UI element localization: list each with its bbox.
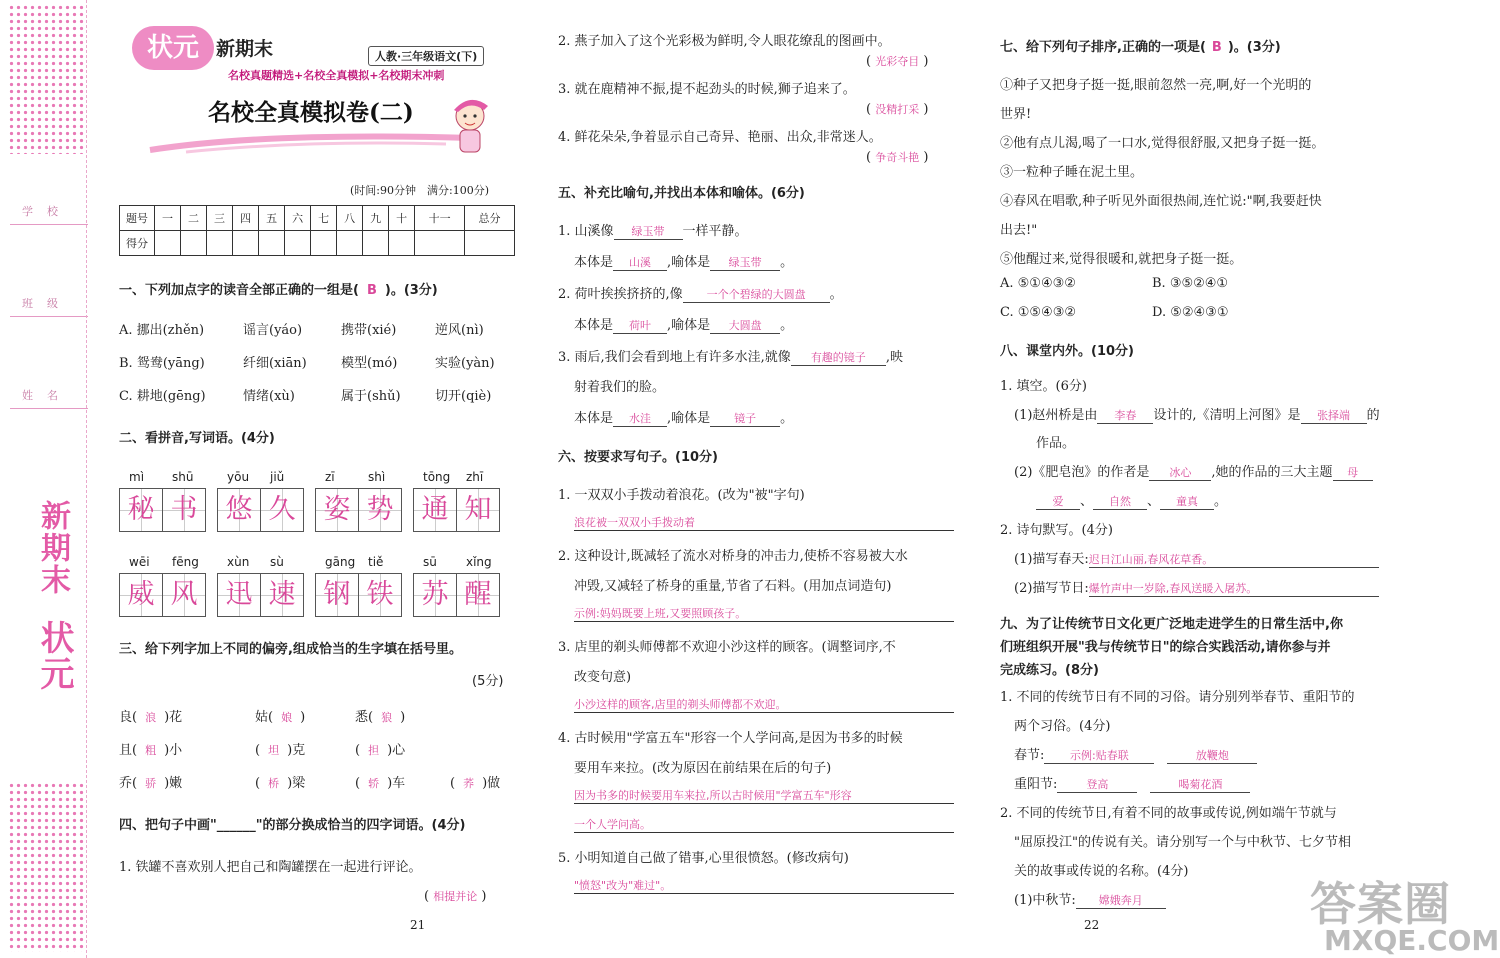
score-cell: 得分 <box>120 231 155 256</box>
char-fill: ( 桥 )梁 <box>255 776 306 791</box>
section-9-line: 九、为了让传统节日文化更广泛地走进学生的日常生活中,你 <box>1000 617 1343 632</box>
score-header-cell: 七 <box>311 206 337 231</box>
simile-question: 3. 雨后,我们会看到地上有许多水洼,就像 有趣的镜子 ,映 <box>558 350 903 365</box>
char-box <box>217 488 261 532</box>
s8-fill-1-cont: 作品。 <box>1036 436 1076 451</box>
watermark-url: MXQE.COM <box>1324 924 1500 957</box>
score-cell[interactable] <box>207 231 233 256</box>
order-option: B. ③⑤②④① <box>1152 276 1229 291</box>
score-cell[interactable] <box>285 231 311 256</box>
score-cell[interactable] <box>311 231 337 256</box>
char-box <box>217 573 261 617</box>
sentence-line: ④春风在唱歌,种子听见外面很热闹,连忙说:"啊,我要赶快 <box>1000 194 1322 209</box>
order-option: A. ⑤①④③② <box>1000 276 1076 291</box>
sentence-line: ③一粒种子睡在泥土里。 <box>1000 165 1144 180</box>
char-box <box>315 573 359 617</box>
decorative-dots-top <box>8 4 86 154</box>
score-header-cell: 总分 <box>465 206 515 231</box>
char-fill: ( 荞 )做 <box>450 776 501 791</box>
s9-q1-line: 1. 不同的传统节日有不同的习俗。请分别列举春节、重阳节的 <box>1000 690 1355 705</box>
char-fill: 悉( 狼 ) <box>355 710 406 725</box>
s9-q2-line: "屈原投江"的传说有关。请分别写一个与中秋节、七夕节相 <box>1014 835 1351 850</box>
char-box <box>119 573 163 617</box>
char-box <box>162 488 206 532</box>
score-header-cell: 十一 <box>415 206 465 231</box>
pinyin: yōu <box>227 470 250 484</box>
sidebar-title: 新期末 <box>35 500 70 596</box>
hanzi: 铁 <box>366 579 394 610</box>
char-box <box>358 488 402 532</box>
option-item: B. 鸳鸯(yāng) <box>119 356 205 371</box>
sentence-line: ②他有点儿渴,喝了一口水,觉得很舒服,又把身子挺一挺。 <box>1000 136 1325 151</box>
char-box <box>315 488 359 532</box>
score-header-cell: 题号 <box>120 206 155 231</box>
watermark-logo: 答案圈 <box>1310 877 1451 931</box>
pinyin: xǐng <box>466 555 492 569</box>
char-fill: ( 坦 )克 <box>255 743 306 758</box>
pinyin: zhī <box>466 470 484 484</box>
order-option: C. ①⑤④③② <box>1000 305 1077 320</box>
char-box <box>456 573 500 617</box>
s4-q1: 1. 铁罐不喜欢别人把自己和陶罐摆在一起进行评论。 <box>119 860 422 875</box>
rewrite-answer: 因为书多的时候要用车来拉,所以古时候用"学富五车"形容 <box>574 787 954 804</box>
score-cell[interactable] <box>363 231 389 256</box>
pinyin: sū <box>423 555 437 569</box>
hanzi: 通 <box>421 494 449 525</box>
s9-q2-line: 2. 不同的传统节日,有着不同的故事或传说,例如端午节就与 <box>1000 806 1337 821</box>
char-box <box>162 573 206 617</box>
hanzi: 钢 <box>323 579 351 610</box>
s4-q2: 2. 燕子加入了这个光彩极为鲜明,令人眼花缭乱的图画中。 <box>558 34 891 49</box>
s8-q1: 1. 填空。(6分) <box>1000 379 1087 394</box>
s9-midautumn: (1)中秋节: 嫦娥奔月 <box>1014 889 1166 909</box>
option-item: 纤细(xiān) <box>243 356 307 371</box>
section-2-title: 二、看拼音,写词语。(4分) <box>119 431 275 446</box>
pinyin: jiǔ <box>270 470 285 484</box>
hanzi: 势 <box>366 494 394 525</box>
rewrite-question: 1. 一双双小手拨动着浪花。(改为"被"字句) <box>558 488 805 503</box>
section-1-answer: B <box>366 283 377 298</box>
score-header-cell: 十 <box>389 206 415 231</box>
rewrite-question-cont: 要用车来拉。(改为原因在前结果在后的句子) <box>574 761 832 776</box>
sentence-line: 出去!" <box>1000 223 1038 238</box>
sentence-line: ①种子又把身子挺一挺,眼前忽然一亮,啊,好一个光明的 <box>1000 78 1312 93</box>
rewrite-question-cont: 冲毁,又减轻了桥身的重量,节省了石料。(用加点词造句) <box>574 579 892 594</box>
pinyin: sù <box>270 555 284 569</box>
section-8-title: 八、课堂内外。(10分) <box>1000 344 1134 359</box>
char-fill: 且( 粗 )小 <box>119 743 183 758</box>
rewrite-question: 2. 这种设计,既减轻了流水对桥身的冲击力,使桥不容易被大水 <box>558 549 908 564</box>
hanzi: 威 <box>127 579 155 610</box>
rewrite-question: 4. 古时候用"学富五车"形容一个人学问高,是因为书多的时候 <box>558 731 903 746</box>
hanzi: 知 <box>464 494 492 525</box>
exam-meta: (时间:90分钟 满分:100分) <box>350 184 489 197</box>
rewrite-question-cont: 改变句意) <box>574 670 632 685</box>
simile-answer: 本体是 水洼 ,喻体是 镜子 。 <box>574 411 794 426</box>
hanzi: 秘 <box>127 494 155 525</box>
hanzi: 醒 <box>464 579 492 610</box>
section-3-title: 三、给下列字加上不同的偏旁,组成恰当的生字填在括号里。 <box>119 642 462 657</box>
option-item: 属于(shǔ) <box>341 389 401 404</box>
hanzi: 速 <box>268 579 296 610</box>
option-item: 情绪(xù) <box>243 389 295 404</box>
brand-logo: 状元 <box>132 26 214 70</box>
pinyin: tiě <box>368 555 384 569</box>
s8-fill-1: (1)赵州桥是由 李春 设计的,《清明上河图》是 张择端 的 <box>1014 408 1380 423</box>
pinyin: wēi <box>129 555 150 569</box>
s4-a3-wrap: ( 没精打采 ) <box>866 102 929 117</box>
class-field[interactable]: 班级 <box>10 292 88 317</box>
score-cell[interactable] <box>259 231 285 256</box>
pinyin: shū <box>172 470 194 484</box>
option-item: C. 耕地(gēng) <box>119 389 206 404</box>
score-cell[interactable] <box>415 231 465 256</box>
score-cell[interactable] <box>155 231 181 256</box>
pinyin: fēng <box>172 555 199 569</box>
pinyin: shì <box>368 470 386 484</box>
hanzi: 风 <box>170 579 198 610</box>
s4-a1: 相提并论 <box>433 890 478 903</box>
option-item: 模型(mó) <box>341 356 398 371</box>
score-table <box>119 205 515 256</box>
sidebar-logo: 状元 <box>34 620 74 692</box>
hanzi: 悠 <box>225 494 253 525</box>
score-header-cell: 一 <box>155 206 181 231</box>
score-header-cell: 三 <box>207 206 233 231</box>
s4-q4: 4. 鲜花朵朵,争着显示自己奇异、艳丽、出众,非常迷人。 <box>558 130 882 145</box>
sentence-line: ⑤他醒过来,觉得很暖和,就把身子挺一挺。 <box>1000 252 1243 267</box>
s8-fill-2: (2)《肥皂泡》的作者是 冰心 ,她的作品的三大主题 母 <box>1014 461 1373 481</box>
s8-poem-1: (1)描写春天:迟日江山丽,春风花草香。 <box>1014 548 1379 568</box>
school-field[interactable]: 学校 <box>10 200 88 225</box>
s4-a1-wrap: ( 相提并论 ) <box>424 889 487 904</box>
page-title: 名校全真模拟卷(二) <box>208 99 414 126</box>
hanzi: 书 <box>170 494 198 525</box>
binding-line <box>86 0 87 958</box>
section-9-line: 完成练习。(8分) <box>1000 663 1099 678</box>
pinyin: gāng <box>325 555 356 569</box>
char-fill: 良( 浪 )花 <box>119 710 183 725</box>
score-header-cell: 五 <box>259 206 285 231</box>
sentence-line: 世界! <box>1000 107 1032 122</box>
score-cell[interactable] <box>465 231 515 256</box>
score-cell[interactable] <box>389 231 415 256</box>
pinyin: tōng <box>423 470 451 484</box>
rewrite-answer: 一个人学问高。 <box>574 816 954 833</box>
s9-q2-line: 关的故事或传说的名称。(4分) <box>1014 864 1189 879</box>
hanzi: 迅 <box>225 579 253 610</box>
page-number-left: 21 <box>410 918 426 932</box>
s4-a2-wrap: ( 光彩夺目 ) <box>866 54 929 69</box>
char-box <box>413 573 457 617</box>
rewrite-question: 3. 店里的剃头师傅都不欢迎小沙这样的顾客。(调整词序,不 <box>558 640 896 655</box>
score-header-cell: 二 <box>181 206 207 231</box>
option-item: A. 挪出(zhěn) <box>119 323 205 338</box>
s4-a4-wrap: ( 争奇斗艳 ) <box>866 150 929 165</box>
rewrite-answer: "愤怒"改为"难过"。 <box>574 877 954 894</box>
section-4-title: 四、把句子中画"______"的部分换成恰当的四字词语。(4分) <box>119 818 466 833</box>
option-item: 实验(yàn) <box>435 356 495 371</box>
section-9-line: 们班组织开展"我与传统节日"的综合实践活动,请你参与并 <box>1000 640 1331 655</box>
decorative-dots-bottom <box>8 782 86 952</box>
char-box <box>358 573 402 617</box>
title-swoosh <box>146 128 476 154</box>
simile-answer: 本体是 荷叶 ,喻体是 大圆盘 。 <box>574 318 794 333</box>
s9-q1-line: 两个习俗。(4分) <box>1014 719 1111 734</box>
hanzi: 久 <box>268 494 296 525</box>
pinyin: mì <box>129 470 145 484</box>
rewrite-answer: 小沙这样的顾客,店里的剃头师傅都不欢迎。 <box>574 696 954 713</box>
hanzi: 苏 <box>421 579 449 610</box>
s9-chongyang: 重阳节: 登高 喝菊花酒 <box>1014 773 1250 793</box>
simile-answer: 本体是 山溪 ,喻体是 绿玉带 。 <box>574 255 794 270</box>
option-item: 逆风(nì) <box>435 323 484 338</box>
score-header-cell: 八 <box>337 206 363 231</box>
simile-cont: 射着我们的脸。 <box>574 380 666 395</box>
char-box <box>119 488 163 532</box>
score-header-cell: 六 <box>285 206 311 231</box>
section-7-title: 七、给下列句子排序,正确的一项是( B )。(3分) <box>1000 40 1281 55</box>
char-fill: 姑( 娘 ) <box>255 710 306 725</box>
cartoon-mascot <box>440 92 500 162</box>
char-box <box>260 488 304 532</box>
hanzi: 姿 <box>323 494 351 525</box>
s4-q3: 3. 就在鹿精神不振,提不起劲头的时候,狮子追来了。 <box>558 82 856 97</box>
option-item: 携带(xié) <box>341 323 397 338</box>
page-number-right: 22 <box>1084 918 1100 932</box>
s9-spring: 春节: 示例:贴春联 放鞭炮 <box>1014 744 1257 764</box>
pinyin: zī <box>325 470 335 484</box>
score-header-cell: 九 <box>363 206 389 231</box>
section-3-score: (5分) <box>472 674 504 689</box>
score-cell[interactable] <box>337 231 363 256</box>
name-field[interactable]: 姓名 <box>10 384 88 409</box>
order-option: D. ⑤②④③① <box>1152 305 1229 320</box>
s8-fill-2-cont: 爱 、 自然 、 童真 。 <box>1036 490 1227 510</box>
s8-q2: 2. 诗句默写。(4分) <box>1000 523 1113 538</box>
char-box <box>260 573 304 617</box>
section-6-title: 六、按要求写句子。(10分) <box>558 450 718 465</box>
brand-name: 新期末 <box>216 38 274 60</box>
score-cell[interactable] <box>181 231 207 256</box>
char-box <box>456 488 500 532</box>
char-box <box>413 488 457 532</box>
rewrite-answer: 浪花被一双双小手拨动着 <box>574 514 954 531</box>
rewrite-question: 5. 小明知道自己做了错事,心里很愤怒。(修改病句) <box>558 851 849 866</box>
s8-poem-2: (2)描写节日:爆竹声中一岁除,春风送暖入屠苏。 <box>1014 577 1379 597</box>
simile-question: 2. 荷叶挨挨挤挤的,像 一个个碧绿的大圆盘 。 <box>558 287 843 302</box>
section-5-title: 五、补充比喻句,并找出本体和喻体。(6分) <box>558 186 805 201</box>
section-1-title: 一、下列加点字的读音全部正确的一组是( B )。(3分) <box>119 283 438 298</box>
pinyin: xùn <box>227 555 250 569</box>
char-fill: 乔( 骄 )嫩 <box>119 776 183 791</box>
tagline: 名校真题精选+名校全真模拟+名校期末冲刺 <box>228 69 445 82</box>
char-fill: ( 担 )心 <box>355 743 406 758</box>
score-cell[interactable] <box>233 231 259 256</box>
simile-question: 1. 山溪像 绿玉带 一样平静。 <box>558 224 748 239</box>
option-item: 切开(qiè) <box>435 389 492 404</box>
char-fill: ( 轿 )车 <box>355 776 406 791</box>
edition-badge: 人教·三年级语文(下) <box>368 46 484 66</box>
score-header-cell: 四 <box>233 206 259 231</box>
option-item: 谣言(yáo) <box>243 323 303 338</box>
rewrite-answer: 示例:妈妈既要上班,又要照顾孩子。 <box>574 605 954 622</box>
